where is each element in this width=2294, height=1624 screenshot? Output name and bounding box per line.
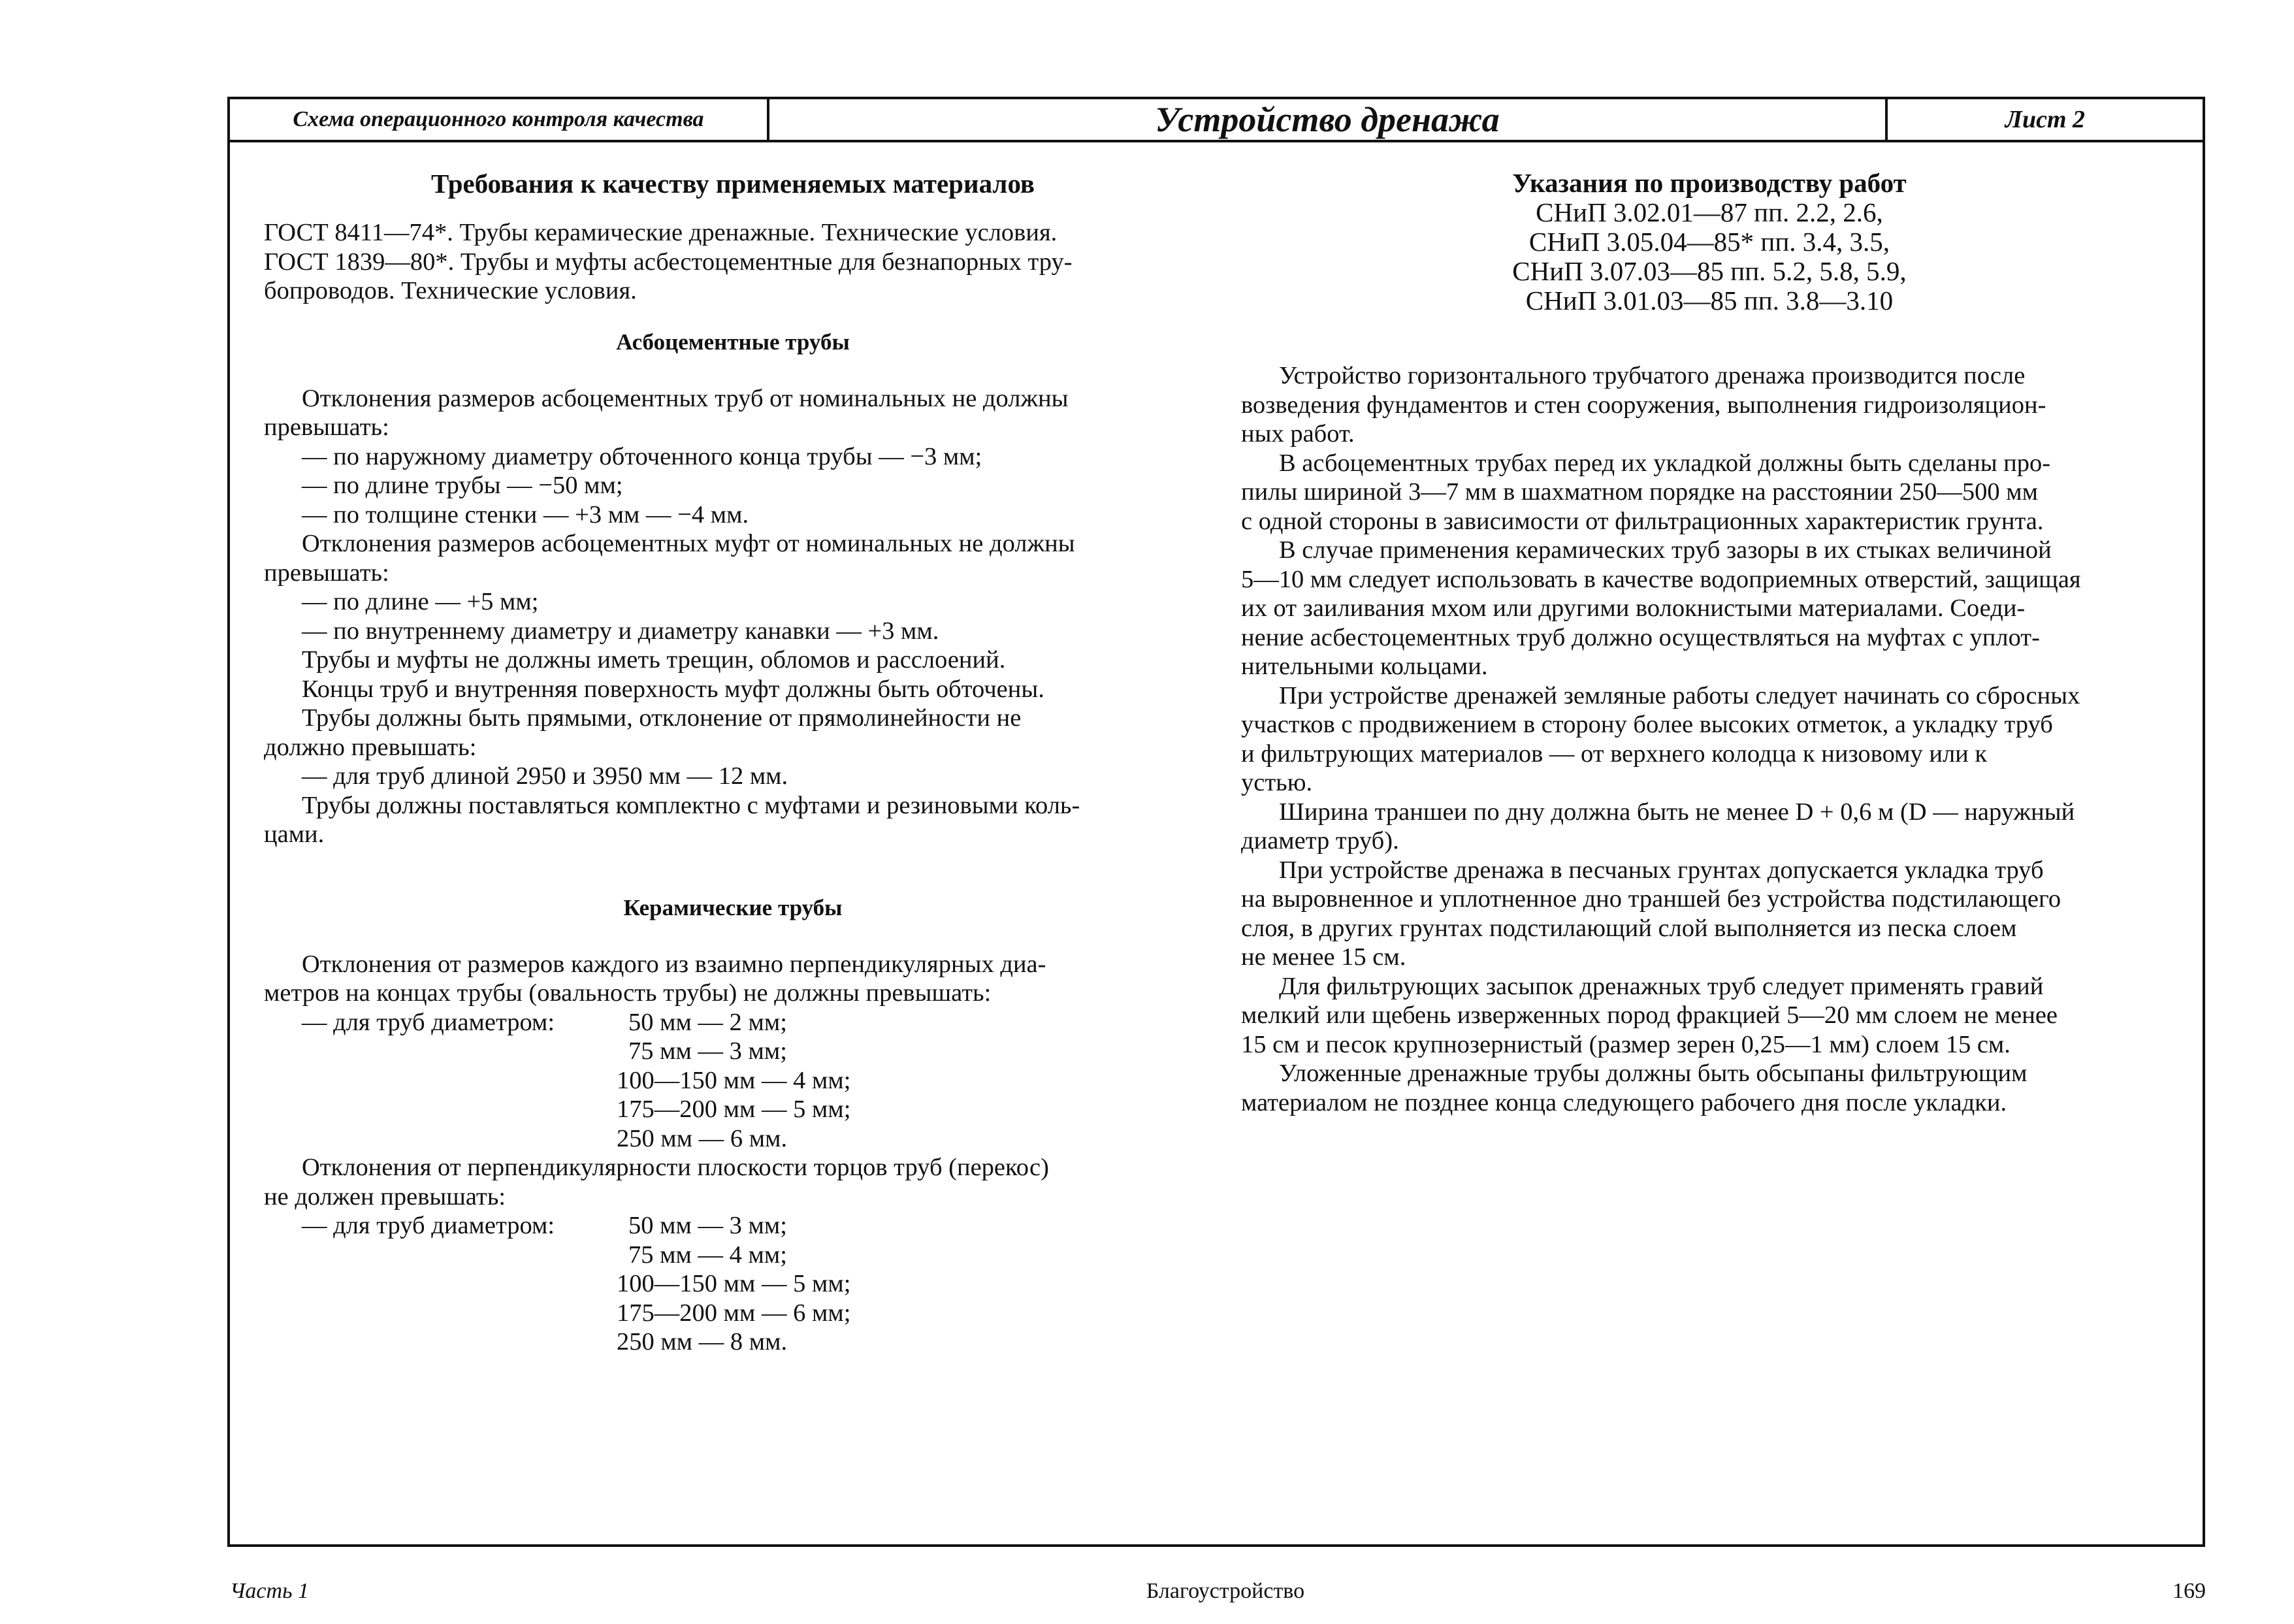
work-instructions-title: Указания по производству работ [1512,168,1907,198]
ceramic-pipes-heading: Керамические трубы [623,894,843,920]
gost-line: ГОСТ 1839—80*. Трубы и муфты асбестоцементные для безнапорных тру- [264,248,1073,276]
text-line: ных работ. [1241,420,1355,447]
header-row [230,99,2203,142]
text-line: превышать: [264,414,389,441]
norm-reference: СНиП 3.01.03—85 пп. 3.8—3.10 [1525,285,1894,316]
skew-value: 175—200 мм — 6 мм; [617,1299,851,1327]
skew-value: 250 мм — 8 мм. [617,1328,788,1356]
paragraph [1241,856,2178,972]
ovality-value: 75 мм — 3 мм; [628,1037,787,1065]
text-line: диаметр труб). [1241,827,1399,854]
right-column [1241,169,2178,1117]
text-line: — по длине — +5 мм; [302,588,539,615]
text-line: Отклонения от перпендикулярности плоскости торцов труб (перекос) [302,1154,1049,1181]
text-line: должно превышать: [264,733,477,761]
text-line: и фильтрующих материалов — от верхнего колодца к низовому или к [1241,739,1988,768]
ovality-row [264,1124,1202,1154]
norm-reference: СНиП 3.05.04—85* пп. 3.4, 3.5, [1528,227,1890,257]
ovality-row [264,1008,1202,1037]
text-line: Уложенные дренажные трубы должны быть обсыпаны фильтрующим [1279,1060,2027,1087]
header-sheet-number: Лист 2 [2005,106,2086,133]
text-line: — для труб длиной 2950 и 3950 мм — 12 мм. [302,762,788,790]
footer-part: Часть 1 [230,1579,310,1603]
text-line: с одной стороны в зависимости от фильтрационных характеристик грунта. [1241,507,2044,535]
materials-requirements-title: Требования к качеству применяемых материалов [430,169,1035,199]
text-line: Отклонения размеров асбоцементных муфт от номинальных не должны [302,530,1075,557]
text-line: на выровненное и уплотненное дно траншей без устройства подстилающего [1241,885,2061,913]
paragraph [1241,972,2178,1060]
skew-row [264,1327,1202,1357]
gost-line: ГОСТ 8411—74*. Трубы керамические дренажные. Технические условия. [264,219,1058,246]
text-line: При устройстве дренажей земляные работы следует начинать со сбросных [1279,681,2080,709]
skew-row [264,1241,1202,1270]
norm-reference: СНиП 3.02.01—87 пп. 2.2, 2.6, [1536,197,1883,227]
page-number: 169 [2173,1579,2206,1603]
paragraph [1241,681,2178,798]
paragraph [1241,536,2178,681]
text-line: Ширина траншеи по дну должна быть не менее D + 0,6 м (D — наружный [1279,798,2075,826]
ovality-value: 175—200 мм — 5 мм; [617,1096,851,1123]
asbestos-pipes-heading: Асбоцементные трубы [616,329,850,355]
header-document-title: Устройство дренажа [769,99,1888,140]
norm-reference: СНиП 3.07.03—85 пп. 5.2, 5.8, 5.9, [1512,256,1907,286]
paragraph [1241,798,2178,856]
text-line: метров на концах трубы (овальность трубы) не должны превышать: [264,979,992,1007]
skew-row [264,1269,1202,1299]
text-line: не менее 15 см. [1241,943,1406,971]
paragraph [1241,1059,2178,1117]
text-line: Трубы должны быть прямыми, отклонение от прямолинейности не [302,704,1022,732]
diameter-label: — для труб диаметром: [302,1212,555,1239]
text-line: пилы шириной 3—7 мм в шахматном порядке на расстоянии 250—500 мм [1241,478,2039,506]
text-line: слоя, в других грунтах подстилающий слой выполняется из песка слоем [1241,914,2017,942]
ovality-row [264,1095,1202,1124]
text-line: не должен превышать: [264,1182,506,1210]
left-column [264,169,1202,1357]
text-line: материалом не позднее конца следующего рабочего дня после укладки. [1241,1088,2007,1116]
text-line: их от заиливания мхом или другими волокнистыми материалами. Соеди- [1241,594,2026,622]
skew-value: 75 мм — 4 мм; [628,1241,787,1269]
text-line: нительными кольцами. [1241,653,1488,680]
footer-section: Благоустройство [1146,1579,1305,1603]
text-line: 15 см и песок крупнозернистый (размер зерен 0,25—1 мм) слоем 15 см. [1241,1030,2011,1058]
text-line: Отклонения размеров асбоцементных труб от номинальных не должны [302,384,1069,412]
paragraph [1241,449,2178,536]
text-line: — по внутреннему диаметру и диаметру канавки — +3 мм. [302,617,939,645]
text-line: — по длине трубы — −50 мм; [302,472,623,499]
diameter-label: — для труб диаметром: [302,1008,555,1036]
skew-value: 50 мм — 3 мм; [628,1212,787,1239]
ovality-row [264,1037,1202,1066]
text-line: возведения фундаментов и стен сооружения, выполнения гидроизоляцион- [1241,391,2046,419]
text-line: При устройстве дренажа в песчаных грунтах допускается укладка труб [1279,856,2044,884]
text-line: — по толщине стенки — +3 мм — −4 мм. [302,500,749,528]
ovality-value: 250 мм — 6 мм. [617,1124,788,1152]
text-line: мелкий или щебень изверженных пород фракцией 5—20 мм слоем не менее [1241,1001,2058,1029]
ovality-value: 50 мм — 2 мм; [628,1008,787,1036]
text-line: участков с продвижением в сторону более высоких отметок, а укладку труб [1241,711,2053,738]
text-line: Для фильтрующих засыпок дренажных труб следует применять гравий [1279,972,2044,1000]
text-line: В случае применения керамических труб зазоры в их стыках величиной [1279,536,2052,564]
text-line: Трубы и муфты не должны иметь трещин, обломов и расслоений. [302,646,1006,674]
page-frame [227,97,2205,1547]
skew-value: 100—150 мм — 5 мм; [617,1270,851,1297]
ovality-value: 100—150 мм — 4 мм; [617,1066,851,1094]
text-line: превышать: [264,559,389,587]
ovality-row [264,1066,1202,1096]
text-line: — по наружному диаметру обточенного конца трубы — −3 мм; [302,442,982,470]
text-line: нение асбестоцементных труб должно осуществляться на муфтах с уплот- [1241,623,2040,651]
work-instructions-block [1241,169,2178,316]
header-scheme-title: Схема операционного контроля качества [230,99,769,140]
text-line: устью. [1241,769,1313,796]
text-line: Отклонения от размеров каждого из взаимно перпендикулярных диа- [302,950,1046,978]
text-line: В асбоцементных трубах перед их укладкой должны быть сделаны про- [1279,449,2051,477]
text-line: Трубы должны поставляться комплектно с муфтами и резиновыми коль- [302,791,1080,819]
gost-line: бопроводов. Технические условия. [264,277,637,304]
paragraph [1241,361,2178,449]
skew-row [264,1211,1202,1241]
text-line: Устройство горизонтального трубчатого дренажа производится после [1279,362,2026,389]
text-line: Концы труб и внутренняя поверхность муфт должны быть обточены. [302,675,1044,703]
text-line: цами. [264,820,325,848]
skew-row [264,1299,1202,1328]
text-line: 5—10 мм следует использовать в качестве водоприемных отверстий, защищая [1241,565,2081,593]
